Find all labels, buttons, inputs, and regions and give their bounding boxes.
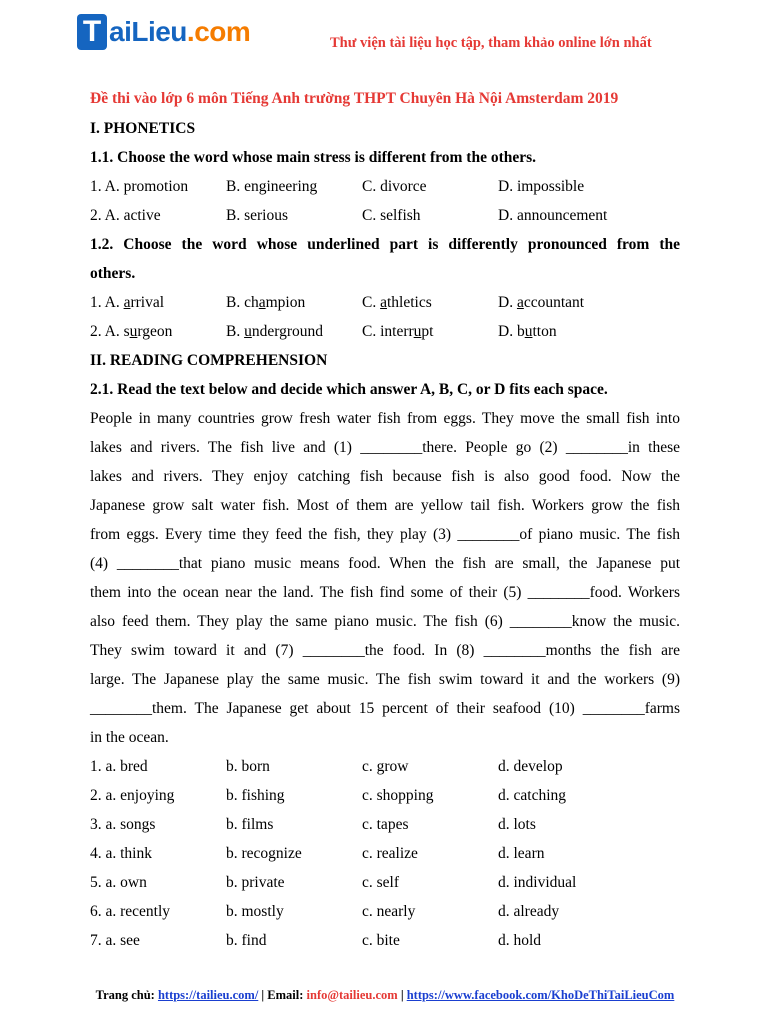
option-cell: 1. A. promotion [90,178,189,195]
option-row [90,288,680,317]
site-tagline: Thư viện tài liệu học tập, tham khảo online lớn nhất [330,35,652,51]
option-text: nderground [251,323,324,340]
option-text: mpion [265,294,306,311]
underlined-letter: u [244,323,252,340]
option-row [90,172,680,201]
option-cell: 2. A. active [90,207,161,224]
option-cell: c. bite [362,932,400,949]
page-footer [0,988,770,1003]
option-cell: B. serious [226,207,288,224]
option-text: B. ch [226,294,259,311]
option-cell: c. nearly [362,903,416,920]
option-cell: 7. a. see [90,932,140,949]
document-title: Đề thi vào lớp 6 môn Tiếng Anh trường THPT Chuyên Hà Nội Amsterdam 2019 [90,90,619,107]
logo-wordmark [109,16,250,48]
underlined-letter: u [413,323,422,340]
option-cell: D. announcement [498,207,608,224]
footer-separator: | [397,988,407,1002]
option-text: C. interr [362,323,414,340]
option-row [90,926,680,955]
footer-facebook-link[interactable]: https://www.facebook.com/KhoDeThiTaiLieuCom [406,988,675,1002]
option-cell [90,288,226,317]
logo-letter-box: T [77,14,107,50]
passage-line: They swim toward it and (7) ________the food. In (8) ________months the fish are [90,642,680,659]
option-text: D. [498,294,517,311]
option-text: ccountant [523,294,585,311]
option-text: pt [421,323,434,340]
underlined-letter: a [380,294,387,311]
reading-passage [90,404,680,752]
option-cell: B. engineering [226,178,318,195]
footer-home-link[interactable]: https://tailieu.com/ [157,988,259,1002]
option-cell: b. mostly [226,903,284,920]
section-reading-heading: II. READING COMPREHENSION [90,352,328,369]
option-row [90,752,680,781]
option-row [90,868,680,897]
option-cell: 6. a. recently [90,903,171,920]
option-cell: 4. a. think [90,845,152,862]
option-text: C. [362,294,381,311]
footer-email-link[interactable]: info@tailieu.com [306,988,398,1002]
option-cell: b. find [226,932,267,949]
option-row [90,810,680,839]
option-cell: c. shopping [362,787,434,804]
option-row [90,781,680,810]
passage-line: from eggs. Every time they feed the fish, they play (3) ________of piano music. The fish [90,526,680,543]
logo-ext: .com [186,16,251,47]
question-2-1-options [90,752,680,955]
option-cell: 5. a. own [90,874,147,891]
option-text: 1. A. [90,294,124,311]
underlined-letter: u [524,323,533,340]
option-row [90,317,680,346]
option-text: B. [226,323,245,340]
option-cell: 3. a. songs [90,816,156,833]
option-row [90,839,680,868]
option-cell [226,288,362,317]
logo-main: aiLieu [109,16,187,47]
question-1-2-instruction-line-1: 1.2. Choose the word whose underlined part is differently pronounced from the [90,236,680,253]
passage-line: (4) ________that piano music means food. When the fish are small, the Japanese put [90,555,680,572]
option-cell: b. films [226,816,274,833]
passage-line: Japanese grow salt water fish. Most of them are yellow tail fish. Workers grow the fish [90,497,680,514]
option-cell: C. selfish [362,207,421,224]
option-text: 2. A. s [90,323,130,340]
option-cell: 1. a. bred [90,758,148,775]
option-cell: c. tapes [362,816,409,833]
passage-line: also feed them. They play the same piano music. The fish (6) ________know the music. [90,613,680,630]
underlined-letter: a [123,294,131,311]
question-1-2-options [90,288,680,346]
option-cell [362,288,498,317]
passage-line: ________them. The Japanese get about 15 percent of their seafood (10) ________farms [90,700,680,717]
option-text: tton [532,323,557,340]
underlined-letter: a [516,294,524,311]
tailieu-logo[interactable] [77,14,250,50]
passage-line: them into the ocean near the land. The fish find some of their (5) ________food. Workers [90,584,680,601]
passage-line: in the ocean. [90,729,169,746]
question-1-1-instruction: 1.1. Choose the word whose main stress is different from the others. [90,149,537,166]
question-2-1-instruction: 2.1. Read the text below and decide which answer A, B, C, or D fits each space. [90,381,608,398]
option-cell: c. realize [362,845,418,862]
option-cell [362,317,498,346]
option-cell [498,288,680,317]
passage-line: People in many countries grow fresh water fish from eggs. They move the small fish into [90,410,680,427]
passage-line: lakes and rivers. The fish live and (1) ________there. People go (2) ________in these [90,439,680,456]
question-1-1-options [90,172,680,230]
footer-email-label: | Email: [258,988,307,1002]
option-cell: C. divorce [362,178,427,195]
passage-line: large. The Japanese play the same music. The fish swim toward it and the workers (9) [90,671,680,688]
option-cell: c. self [362,874,400,891]
option-cell: b. fishing [226,787,285,804]
option-text: D. b [498,323,525,340]
option-cell [498,317,680,346]
option-cell: d. lots [498,816,536,833]
option-cell: b. born [226,758,270,775]
option-row [90,897,680,926]
option-cell: d. hold [498,932,542,949]
question-1-2-instruction-line-2: others. [90,265,136,282]
option-cell: d. already [498,903,560,920]
option-cell: b. recognize [226,845,302,862]
underlined-letter: u [129,323,138,340]
document-body [90,84,680,955]
option-cell: c. grow [362,758,409,775]
option-text: rrival [130,294,165,311]
option-row [90,201,680,230]
passage-line: lakes and rivers. They enjoy catching fish because fish is also good food. Now the [90,468,680,485]
footer-home-label: Trang chủ: [95,988,158,1002]
option-cell [226,317,362,346]
option-cell: d. develop [498,758,563,775]
underlined-letter: a [258,294,266,311]
option-cell: d. individual [498,874,577,891]
option-cell: d. catching [498,787,567,804]
option-cell: 2. a. enjoying [90,787,175,804]
page-header [0,0,770,70]
option-text: rgeon [137,323,173,340]
option-cell: b. private [226,874,285,891]
option-cell [90,317,226,346]
option-cell: D. impossible [498,178,585,195]
option-text: thletics [386,294,432,311]
option-cell: d. learn [498,845,545,862]
section-phonetics-heading: I. PHONETICS [90,120,196,137]
